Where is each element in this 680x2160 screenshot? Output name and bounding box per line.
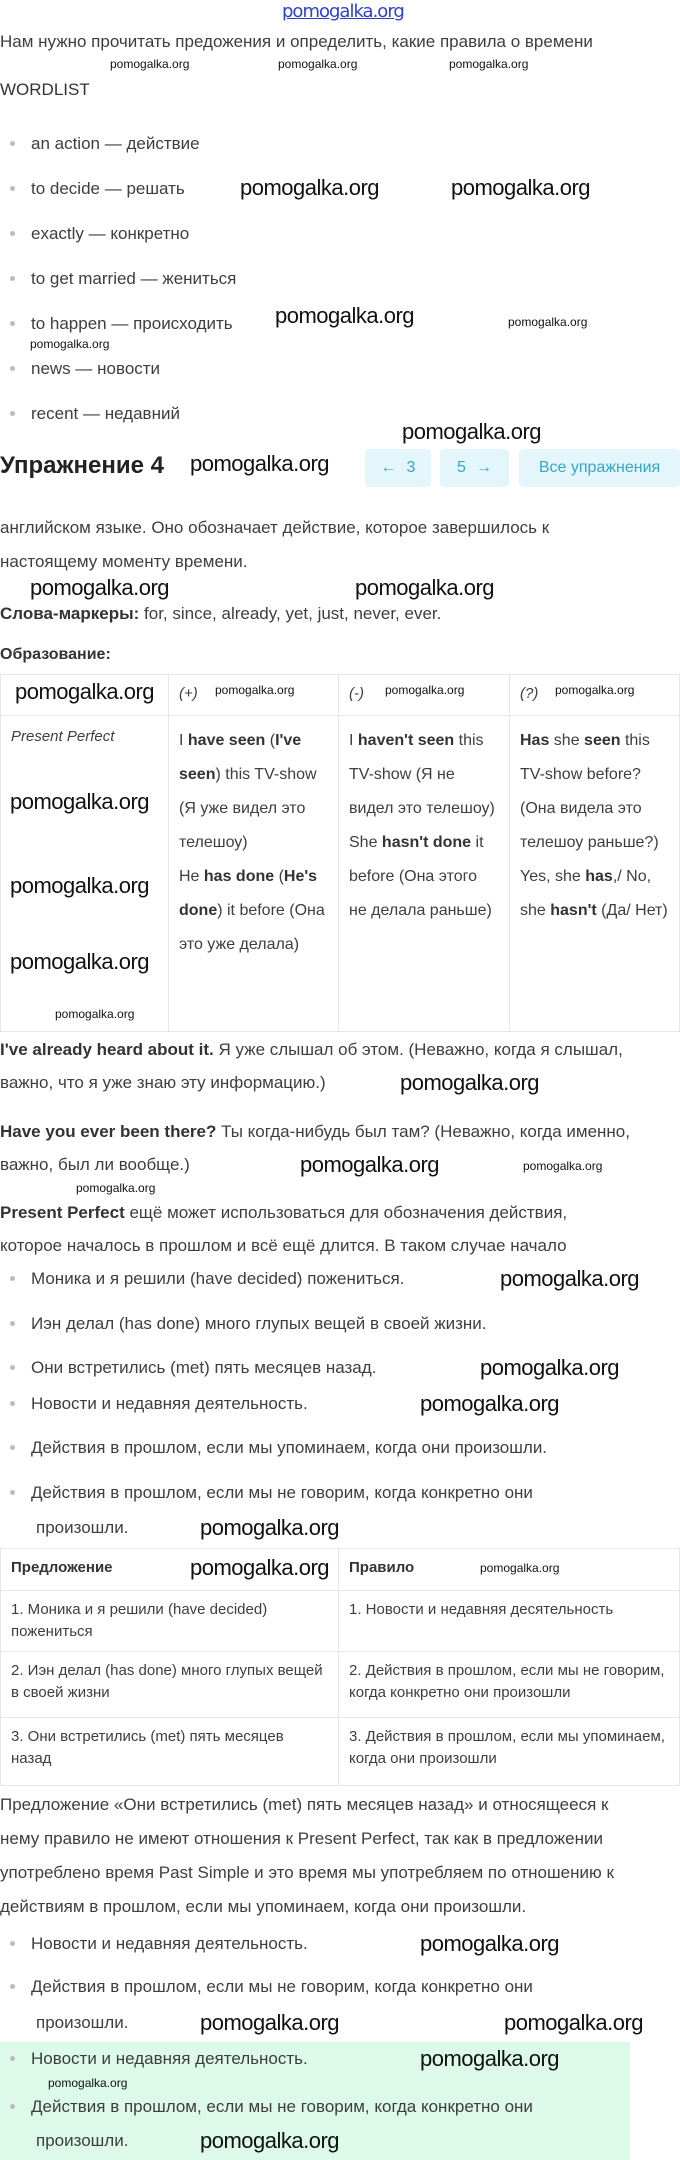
header-cell: (+) bbox=[169, 675, 339, 716]
watermark: pomogalka.org bbox=[76, 1181, 156, 1195]
watermark: pomogalka.org bbox=[200, 2128, 340, 2153]
watermark: pomogalka.org bbox=[10, 873, 150, 898]
bold-text: Has bbox=[520, 732, 550, 749]
text-segment: ,/ No, she bbox=[520, 868, 652, 919]
header-cell: Предложение bbox=[1, 1549, 339, 1591]
example-question bbox=[520, 860, 669, 928]
sentence-cell: 3. Они встретились (met) пять месяцев назад bbox=[1, 1718, 339, 1786]
prev-exercise-button[interactable] bbox=[365, 449, 431, 487]
example-negative bbox=[349, 826, 499, 928]
wordlist-item bbox=[10, 269, 236, 289]
bullet-item bbox=[10, 1977, 533, 1997]
watermark: pomogalka.org bbox=[402, 419, 542, 444]
bullet-item bbox=[10, 1483, 533, 1503]
conclusion-line: действиям в прошлом, если мы упоминаем, когда они произошли. bbox=[0, 1897, 527, 1916]
table-row bbox=[1, 1591, 680, 1652]
arrow-left-icon: ← bbox=[380, 459, 397, 476]
watermark: pomogalka.org bbox=[10, 949, 150, 974]
text-segment: Yes, she bbox=[520, 868, 586, 885]
text-segment: I bbox=[349, 732, 358, 749]
watermark: pomogalka.org bbox=[200, 1515, 340, 1540]
next-label: 5 bbox=[457, 459, 466, 476]
bold-text: haven't seen bbox=[357, 732, 455, 749]
example-line bbox=[0, 1122, 630, 1142]
text-segment: Я уже слышал об этом. (Неважно, когда я слышал, bbox=[213, 1040, 623, 1059]
watermark: pomogalka.org bbox=[10, 789, 150, 814]
exercise-title: Упражнение 4 bbox=[0, 452, 164, 479]
bullet-text: Новости и недавняя деятельность. bbox=[31, 1394, 308, 1413]
example-question bbox=[520, 724, 669, 860]
bullet-text: Иэн делал (has done) много глупых вещей в своей жизни. bbox=[31, 1314, 487, 1333]
header-cell: Правило bbox=[339, 1549, 680, 1591]
bullet-item bbox=[10, 1269, 404, 1289]
bold-text: seen bbox=[584, 732, 621, 749]
bold-text: has done bbox=[203, 868, 275, 885]
watermark: pomogalka.org bbox=[15, 679, 155, 704]
sentence-rule-table bbox=[0, 1548, 680, 1786]
answer-item bbox=[10, 2097, 533, 2117]
wordlist-text: an action — действие bbox=[31, 134, 200, 153]
text-segment: she bbox=[549, 732, 585, 749]
text-segment: ( bbox=[274, 868, 284, 885]
bullet-item bbox=[10, 1934, 308, 1954]
theory-line: английском языке. Оно обозначает действие, которое завершилось к bbox=[0, 518, 550, 537]
arrow-right-icon: → bbox=[475, 459, 492, 476]
watermark: pomogalka.org bbox=[190, 451, 330, 476]
site-watermark-header: pomogalka.org bbox=[282, 1, 404, 22]
formation-table bbox=[0, 674, 680, 1032]
formation-label: Образование: bbox=[0, 646, 111, 663]
watermark: pomogalka.org bbox=[420, 2046, 560, 2071]
text-segment: Ты когда-нибудь был там? (Неважно, когда именно, bbox=[216, 1122, 630, 1141]
example-negative bbox=[349, 724, 499, 826]
bold-text: Have you ever been there? bbox=[0, 1122, 217, 1141]
text-segment: it before (Она этого не делала раньше) bbox=[349, 834, 492, 919]
example-positive bbox=[179, 724, 328, 860]
bullet-item bbox=[10, 1438, 547, 1458]
text-segment: важно, был ли вообще.) bbox=[0, 1155, 190, 1174]
row-label: Present Perfect bbox=[1, 716, 169, 1032]
wordlist-text: to decide — решать bbox=[31, 179, 185, 198]
bold-text: hasn't bbox=[550, 902, 597, 919]
table-row bbox=[1, 1652, 680, 1718]
markers-line bbox=[0, 604, 441, 624]
answer-item bbox=[10, 2049, 308, 2069]
watermark: pomogalka.org bbox=[420, 1391, 560, 1416]
wordlist-text: news — новости bbox=[31, 359, 161, 378]
watermark: pomogalka.org bbox=[500, 1266, 640, 1291]
bullet-continuation: произошли. bbox=[36, 2013, 129, 2032]
text-segment: He bbox=[179, 868, 204, 885]
intro-text: Нам нужно прочитать предожения и определить, какие правила о времени bbox=[0, 32, 593, 51]
conclusion-line: нему правило не имеют отношения к Present Perfect, так как в предложении bbox=[0, 1829, 603, 1848]
bold-text: Present Perfect bbox=[0, 1203, 125, 1222]
all-exercises-button[interactable] bbox=[519, 449, 680, 487]
watermark: pomogalka.org bbox=[451, 175, 591, 200]
watermark: pomogalka.org bbox=[420, 1931, 560, 1956]
watermark: pomogalka.org bbox=[480, 1355, 620, 1380]
answer-text: Новости и недавняя деятельность. bbox=[31, 2049, 308, 2068]
text-segment: this TV-show (Я не видел это телешоу) bbox=[349, 732, 495, 817]
text-segment: которое началось в прошлом и всё ещё длится. В таком случае начало bbox=[0, 1236, 567, 1255]
watermark: pomogalka.org bbox=[30, 337, 110, 351]
text-segment: I bbox=[179, 732, 188, 749]
watermark: pomogalka.org bbox=[355, 575, 495, 600]
bold-text: have seen bbox=[187, 732, 266, 749]
watermark: pomogalka.org bbox=[523, 1159, 603, 1173]
watermark: pomogalka.org bbox=[400, 1070, 540, 1095]
bullet-text: Новости и недавняя деятельность. bbox=[31, 1934, 308, 1953]
watermark: pomogalka.org bbox=[200, 2010, 340, 2035]
watermark: pomogalka.org bbox=[504, 2010, 644, 2035]
watermark: pomogalka.org bbox=[449, 57, 529, 71]
text-segment: важно, что я уже знаю эту информацию.) bbox=[0, 1073, 326, 1092]
wordlist-title: WORDLIST bbox=[0, 80, 90, 99]
rule-cell: 2. Действия в прошлом, если мы не говорим, когда конкретно они произошли bbox=[339, 1652, 680, 1718]
paragraph-line bbox=[0, 1236, 567, 1256]
text-segment: ( bbox=[265, 732, 276, 749]
wordlist-item bbox=[10, 404, 180, 424]
bold-text: I've already heard about it. bbox=[0, 1040, 214, 1059]
wordlist-item bbox=[10, 224, 189, 244]
example-positive bbox=[179, 860, 328, 962]
wordlist-text: to happen — происходить bbox=[31, 314, 233, 333]
watermark: pomogalka.org bbox=[110, 57, 190, 71]
bold-text: Слова-маркеры: bbox=[0, 604, 140, 623]
text-segment: ) this TV-show (Я уже видел это телешоу) bbox=[179, 766, 317, 851]
bullet-item bbox=[10, 1394, 308, 1414]
cell-question bbox=[510, 716, 680, 1032]
cell-positive bbox=[169, 716, 339, 1032]
bullet-text: Они встретились (met) пять месяцев назад. bbox=[31, 1358, 377, 1377]
wordlist-item bbox=[10, 134, 200, 154]
header-cell: (?) bbox=[510, 675, 680, 716]
watermark: pomogalka.org bbox=[300, 1152, 440, 1177]
wordlist-text: to get married — жениться bbox=[31, 269, 237, 288]
wordlist-text: exactly — конкретно bbox=[31, 224, 190, 243]
answer-text: Действия в прошлом, если мы не говорим, когда конкретно они bbox=[31, 2097, 533, 2116]
header-cell: (-) bbox=[339, 675, 510, 716]
bullet-text: Действия в прошлом, если мы не говорим, когда конкретно они bbox=[31, 1977, 533, 1996]
paragraph-line bbox=[0, 1203, 567, 1223]
bold-text: hasn't done bbox=[381, 834, 472, 851]
bullet-item bbox=[10, 1358, 376, 1378]
bullet-continuation: произошли. bbox=[36, 1518, 129, 1537]
all-label: Все упражнения bbox=[538, 459, 661, 476]
wordlist-item bbox=[10, 314, 233, 334]
watermark: pomogalka.org bbox=[48, 2076, 128, 2090]
watermark: pomogalka.org bbox=[480, 1561, 560, 1575]
sentence-cell: 1. Моника и я решили (have decided) пожениться bbox=[1, 1591, 339, 1652]
text-segment: ещё может использоваться для обозначения действия, bbox=[124, 1203, 568, 1222]
conclusion-line: употреблено время Past Simple и это время мы употребляем по отношению к bbox=[0, 1863, 614, 1882]
bold-text: I've seen bbox=[179, 732, 302, 783]
wordlist-text: recent — недавний bbox=[31, 404, 180, 423]
watermark: pomogalka.org bbox=[275, 303, 415, 328]
bullet-text: Моника и я решили (have decided) пожениться. bbox=[31, 1269, 405, 1288]
sentence-cell: 2. Иэн делал (has done) много глупых вещей в своей жизни bbox=[1, 1652, 339, 1718]
answer-continuation: произошли. bbox=[36, 2131, 129, 2150]
watermark: pomogalka.org bbox=[385, 683, 465, 697]
theory-line: настоящему моменту времени. bbox=[0, 552, 248, 571]
prev-label: 3 bbox=[406, 459, 416, 476]
text-segment: this TV-show before? (Она видела это телешоу раньше?) bbox=[520, 732, 659, 851]
example-line bbox=[0, 1040, 623, 1060]
cell-negative bbox=[339, 716, 510, 1032]
rule-cell: 3. Действия в прошлом, если мы упоминаем, когда они произошли bbox=[339, 1718, 680, 1786]
watermark: pomogalka.org bbox=[555, 683, 635, 697]
watermark: pomogalka.org bbox=[55, 1007, 135, 1021]
example-line bbox=[0, 1073, 326, 1093]
wordlist-item bbox=[10, 179, 185, 199]
example-line bbox=[0, 1155, 190, 1175]
wordlist-item bbox=[10, 359, 160, 379]
bullet-text: Действия в прошлом, если мы не говорим, когда конкретно они bbox=[31, 1483, 533, 1502]
watermark: pomogalka.org bbox=[240, 175, 380, 200]
text-segment: (Да/ Нет) bbox=[596, 902, 668, 919]
next-exercise-button[interactable] bbox=[440, 449, 509, 487]
rule-cell: 1. Новости и недавняя десятельность bbox=[339, 1591, 680, 1652]
table-row bbox=[1, 1718, 680, 1786]
watermark: pomogalka.org bbox=[508, 315, 588, 329]
watermark: pomogalka.org bbox=[215, 683, 295, 697]
bold-text: He's done bbox=[179, 868, 318, 919]
conclusion-line: Предложение «Они встретились (met) пять месяцев назад» и относящееся к bbox=[0, 1795, 609, 1814]
watermark: pomogalka.org bbox=[190, 1555, 330, 1580]
watermark: pomogalka.org bbox=[278, 57, 358, 71]
bullet-item bbox=[10, 1314, 487, 1334]
text-segment: She bbox=[349, 834, 382, 851]
watermark: pomogalka.org bbox=[30, 575, 170, 600]
bold-text: has bbox=[585, 868, 613, 885]
bullet-text: Действия в прошлом, если мы упоминаем, когда они произошли. bbox=[31, 1438, 548, 1457]
text-segment: for, since, already, yet, just, never, ever. bbox=[139, 604, 442, 623]
text-segment: ) it before (Она это уже делала) bbox=[179, 902, 325, 953]
